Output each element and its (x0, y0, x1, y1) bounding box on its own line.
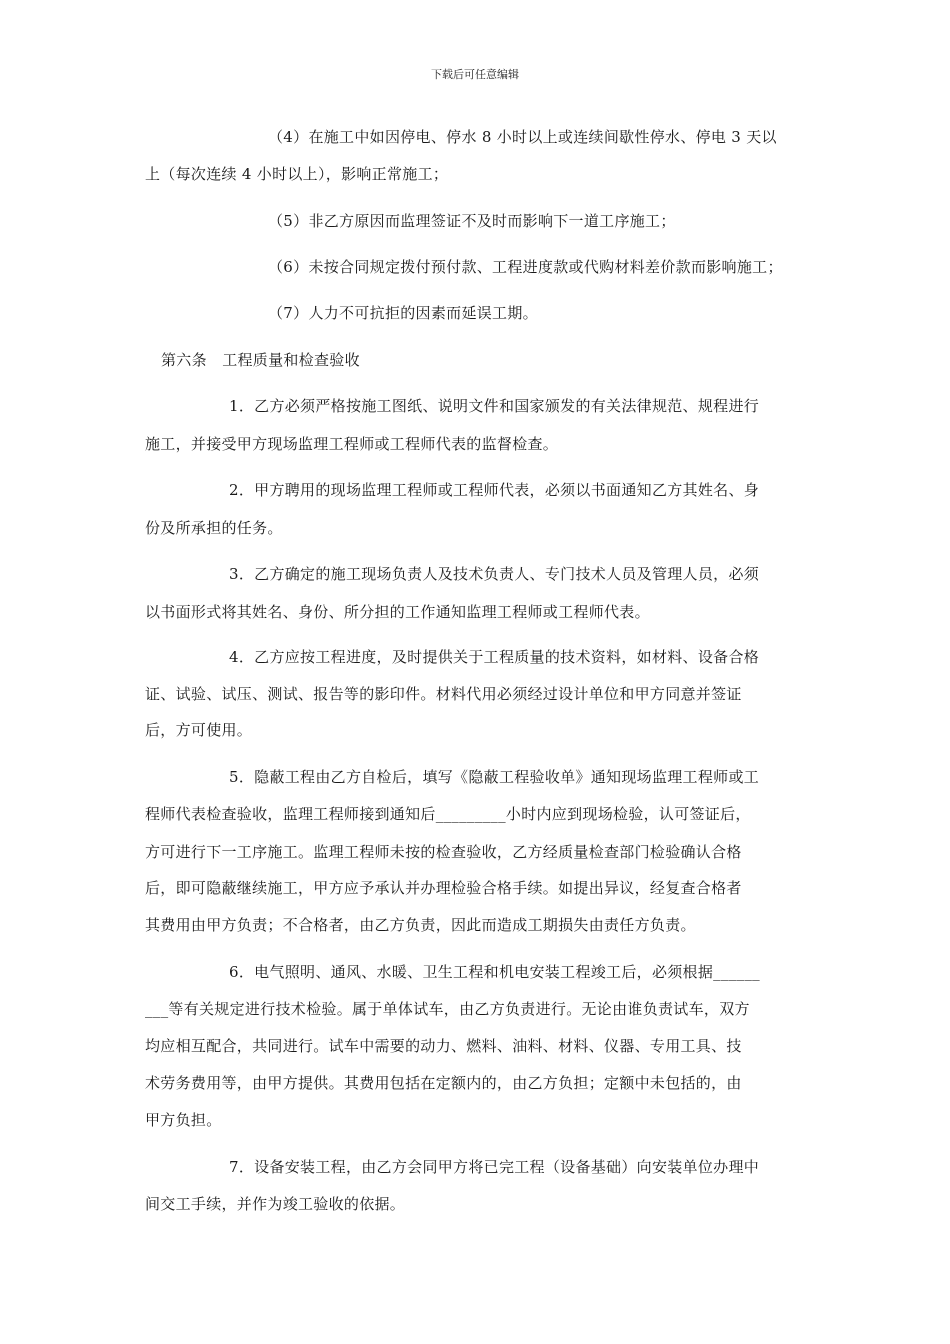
text-line: 以书面形式将其姓名、身份、所分担的工作通知监理工程师或工程师代表。 (145, 603, 650, 621)
text-line: 甲方负担。 (145, 1111, 222, 1129)
text-line: 7．设备安装工程，由乙方会同甲方将已完工程（设备基础）向安装单位办理中 (229, 1158, 760, 1176)
text-line: 6．电气照明、通风、水暖、卫生工程和机电安装工程竣工后，必须根据______ (229, 963, 760, 981)
text-line: ___等有关规定进行技术检验。属于单体试车，由乙方负责进行。无论由谁负责试车，双方 (145, 1000, 750, 1018)
text-line: 后，方可使用。 (145, 721, 253, 739)
text-line: 均应相互配合，共同进行。试车中需要的动力、燃料、油料、材料、仪器、专用工具、技 (145, 1037, 742, 1055)
text-line: 3．乙方确定的施工现场负责人及技术负责人、专门技术人员及管理人员，必须 (229, 565, 760, 583)
text-line: 施工，并接受甲方现场监理工程师或工程师代表的监督检查。 (145, 435, 559, 453)
text-line: 2．甲方聘用的现场监理工程师或工程师代表，必须以书面通知乙方其姓名、身 (229, 481, 760, 499)
text-line: （6）未按合同规定拨付预付款、工程进度款或代购材料差价款而影响施工； (268, 258, 783, 276)
text-line: 其费用由甲方负责；不合格者，由乙方负责，因此而造成工期损失由责任方负责。 (145, 916, 696, 934)
text-line: （5）非乙方原因而监理签证不及时而影响下一道工序施工； (268, 212, 676, 230)
section-heading: 第六条 工程质量和检查验收 (161, 351, 360, 369)
text-line: 术劳务费用等，由甲方提供。其费用包括在定额内的，由乙方负担；定额中未包括的，由 (145, 1074, 742, 1092)
text-line: （7）人力不可抗拒的因素而延误工期。 (268, 304, 538, 322)
text-line: 5．隐蔽工程由乙方自检后，填写《隐蔽工程验收单》通知现场监理工程师或工 (229, 768, 760, 786)
text-line: 间交工手续，并作为竣工验收的依据。 (145, 1195, 406, 1213)
text-line: 证、试验、试压、测试、报告等的影印件。材料代用必须经过设计单位和甲方同意并签证 (145, 685, 742, 703)
text-line: 上（每次连续 4 小时以上），影响正常施工； (145, 165, 449, 183)
text-line: 后，即可隐蔽继续施工，甲方应予承认并办理检验合格手续。如提出异议，经复查合格者 (145, 879, 742, 897)
text-line: （4）在施工中如因停电、停水 8 小时以上或连续间歇性停水、停电 3 天以 (268, 128, 777, 146)
text-line: 份及所承担的任务。 (145, 519, 283, 537)
text-line: 方可进行下一工序施工。监理工程师未按的检查验收，乙方经质量检查部门检验确认合格 (145, 843, 742, 861)
text-line: 1．乙方必须严格按施工图纸、说明文件和国家颁发的有关法律规范、规程进行 (229, 397, 760, 415)
text-line: 程师代表检查验收，监理工程师接到通知后_________小时内应到现场检验，认可签证后， (145, 805, 751, 823)
text-line: 4．乙方应按工程进度，及时提供关于工程质量的技术资料，如材料、设备合格 (229, 648, 760, 666)
page-header: 下载后可任意编辑 (431, 68, 519, 81)
